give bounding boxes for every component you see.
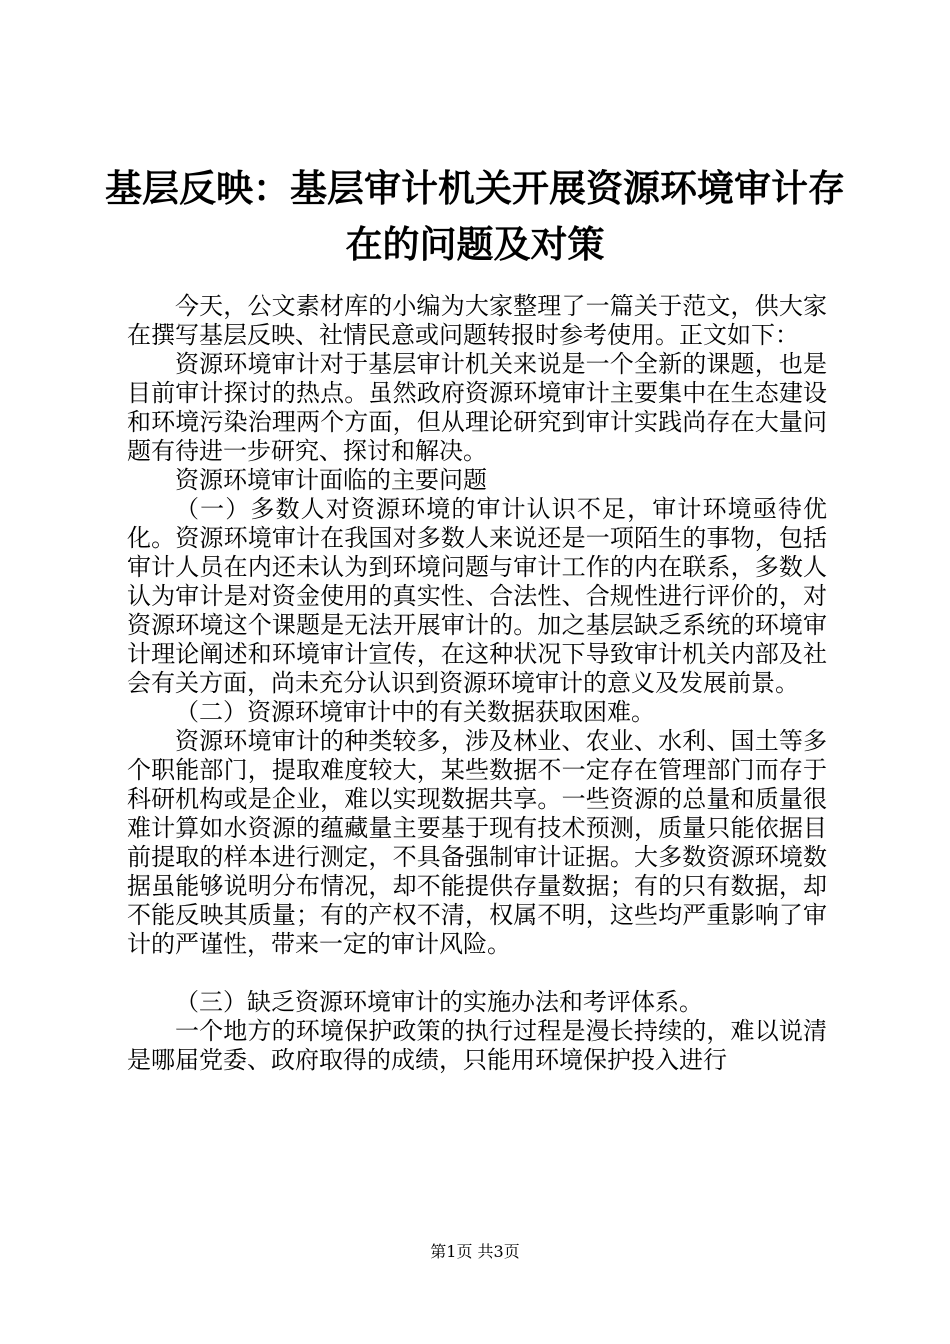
document-title (0, 160, 950, 272)
section-heading: 资源环境审计面临的主要问题 (175, 466, 487, 494)
paragraph-issue-3: 一个地方的环境保护政策的执行过程是漫长持续的，难以说清是哪届党委、政府取得的成绩，只能用环境保护投入进行 (127, 1017, 827, 1074)
page-footer: 第1页 共3页 (430, 1242, 520, 1261)
paragraph-overview: 资源环境审计对于基层审计机关来说是一个全新的课题，也是目前审计探讨的热点。虽然政府资源环境审计主要集中在生态建设和环境污染治理两个方面，但从理论研究到审计实践尚存在大量问题有待进一步研究、探讨和解决。 (127, 350, 827, 465)
paragraph-issue-1: （一）多数人对资源环境的审计认识不足，审计环境亟待优化。资源环境审计在我国对多数人来说还是一项陌生的事物，包括审计人员在内还未认为到环境问题与审计工作的内在联系，多数人认为审计是对资金使用的真实性、合法性、合规性进行评价的，对资源环境这个课题是无法开展审计的。加之基层缺乏系统的环境审计理论阐述和环境审计宣传，在这种状况下导致审计机关内部及社会有关方面，尚未充分认识到资源环境审计的意义及发展前景。 (127, 495, 827, 697)
paragraph-intro: 今天，公文素材库的小编为大家整理了一篇关于范文，供大家在撰写基层反映、社情民意或问题转报时参考使用。正文如下： (127, 292, 827, 349)
paragraph-issue-3-heading: （三）缺乏资源环境审计的实施办法和考评体系。 (175, 988, 703, 1016)
paragraph-issue-2-heading: （二）资源环境审计中的有关数据获取困难。 (175, 698, 655, 726)
paragraph-issue-2: 资源环境审计的种类较多，涉及林业、农业、水利、国土等多个职能部门，提取难度较大，某些数据不一定存在管理部门而存于科研机构或是企业，难以实现数据共享。一些资源的总量和质量很难计算如水资源的蕴藏量主要基于现有技术预测，质量只能依据目前提取的样本进行测定，不具备强制审计证据。大多数资源环境数据虽能够说明分布情况，却不能提供存量数据；有的只有数据，却不能反映其质量；有的产权不清，权属不明，这些均严重影响了审计的严谨性，带来一定的审计风险。 (127, 727, 827, 958)
document-body (127, 292, 827, 1075)
title-line-2: 在的问题及对策 (345, 222, 605, 266)
title-line-1: 基层反映：基层审计机关开展资源环境审计存 (105, 166, 845, 210)
